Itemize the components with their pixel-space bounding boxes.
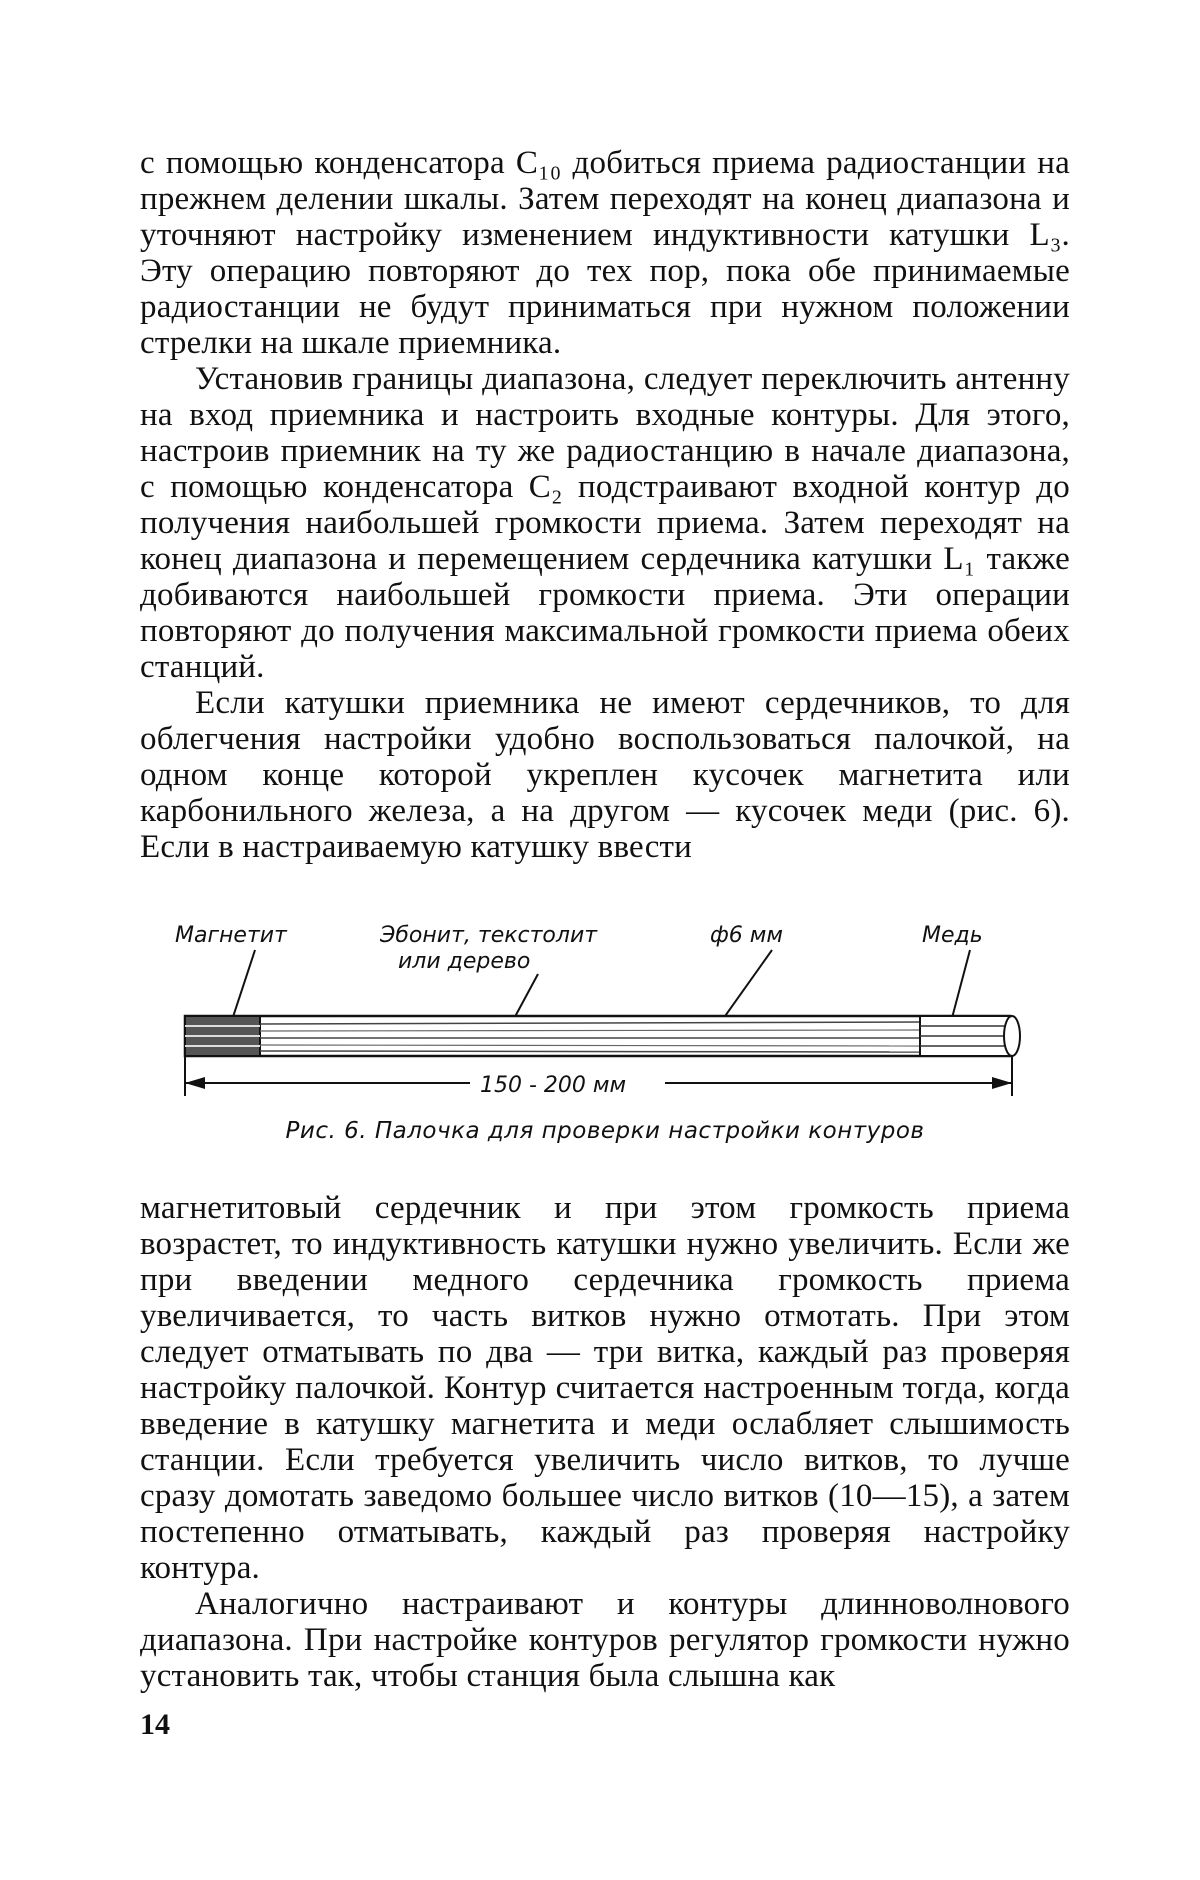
stick-diagram [170,918,1040,1118]
paragraph: магнетитовый сердечник и при этом громкость приема возрастет, то индуктивность катушки нужно увеличить. Если же при введении медного сердечника громкость приема увеличивается, то часть витков нужно отмотать. При этом следует отматывать по два — три витка, каждый раз проверяя настройку палочкой. Контур считается настроенным тогда, когда введение в катушку магнетита и меди ослабляет слышимость станции. Если требуется увеличить число витков, то лучше сразу домотать заведомо большее число витков (10—15), а затем постепенно отматывать, каждый раз проверяя настройку контура. [140,1190,1070,1586]
figure-test-stick [170,918,1040,1128]
leader-copper [952,950,970,1018]
stick [185,1016,1020,1056]
leader-magnetite [232,950,255,1020]
text-block-bottom [140,1190,1070,1694]
label-diameter: ф6 мм [710,923,783,948]
page-number: 14 [140,1708,170,1741]
label-magnetite: Магнетит [175,923,287,948]
figure-caption: Рис. 6. Палочка для проверки настройки контуров [285,1118,925,1144]
paragraph: Если катушки приемника не имеют сердечников, то для облегчения настройки удобно воспользоваться палочкой, на одном конце которой укреплен кусочек магнетита или карбонильного железа, а на другом — кусочек меди (рис. 6). Если в настраиваемую катушку ввести [140,685,1070,865]
label-copper: Медь [922,923,983,948]
label-wood: или дерево [398,949,531,974]
label-ebonite: Эбонит, текстолит [380,923,598,948]
leader-diameter [718,950,772,1026]
text-block-top [140,145,1070,865]
paragraph: Установив границы диапазона, следует переключить антенну на вход приемника и настроить входные контуры. Для этого, настроив приемник на ту же радиостанцию в начале диапазона, с помощью конденсатора C₂ подстраивают входной контур до получения наибольшей громкости приема. Затем переходят на конец диапазона и перемещением сердечника катушки L₁ также добиваются наибольшей громкости приема. Эти операции повторяют до получения максимальной громкости приема обеих станций. [140,361,1070,685]
label-length: 150 - 200 мм [480,1073,627,1098]
paragraph: Аналогично настраивают и контуры длинноволнового диапазона. При настройке контуров регулятор громкости нужно установить так, чтобы станция была слышна как [140,1586,1070,1694]
paragraph: с помощью конденсатора C₁₀ добиться приема радиостанции на прежнем делении шкалы. Затем переходят на конец диапазона и уточняют настройку изменением индуктивности катушки L₃. Эту операцию повторяют до тех пор, пока обе принимаемые радиостанции не будут приниматься при нужном положении стрелки на шкале приемника. [140,145,1070,361]
